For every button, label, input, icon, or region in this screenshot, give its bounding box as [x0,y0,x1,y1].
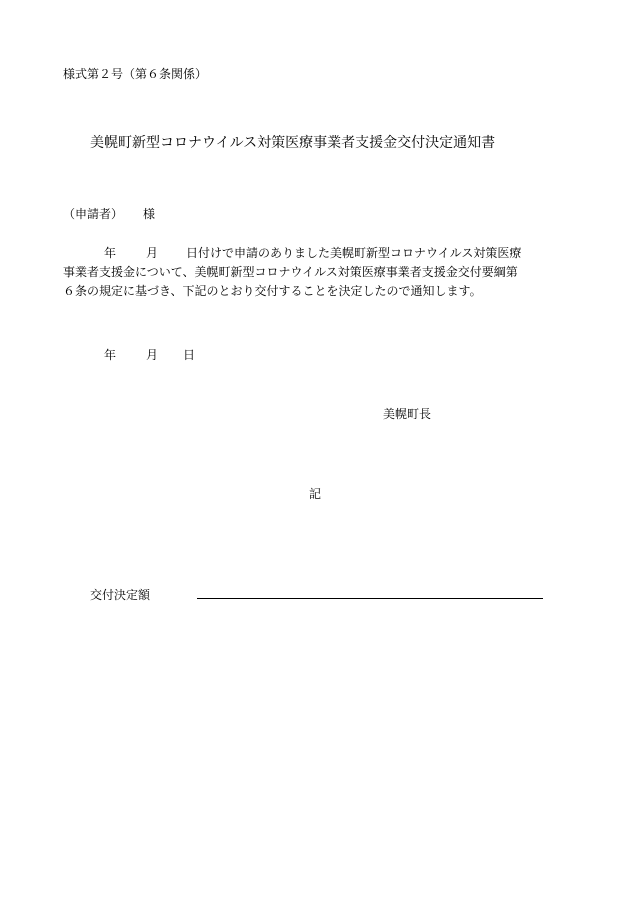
body-line-1 [63,244,583,263]
body-paragraph [63,244,583,301]
body-line-2: 事業者支援金について、美幌町新型コロナウイルス対策医療事業者支援金交付要綱第 [63,265,518,279]
body-line-3: ６条の規定に基づき、下記のとおり交付することを決定したので通知します。 [63,284,482,298]
body-date-month: 月 [146,246,159,260]
applicant-label: （申請者） [63,207,124,221]
applicant-honorific: 様 [143,207,156,221]
ki-heading: 記 [309,487,322,501]
issue-date-year: 年 [104,348,117,362]
sender: 美幌町長 [383,407,432,421]
form-number: 様式第２号（第６条関係） [63,67,208,81]
document-title: 美幌町新型コロナウイルス対策医療事業者支援金交付決定通知書 [90,135,496,151]
body-line-1-text: 日付けで申請のありました美幌町新型コロナウイルス対策医療 [186,246,522,260]
applicant-line [63,206,155,222]
grant-amount-underline [197,598,543,599]
issue-date-day: 日 [183,348,196,362]
grant-amount-label: 交付決定額 [90,588,151,602]
body-date-year: 年 [104,246,117,260]
issue-date-month: 月 [146,348,159,362]
issue-date [104,347,195,363]
